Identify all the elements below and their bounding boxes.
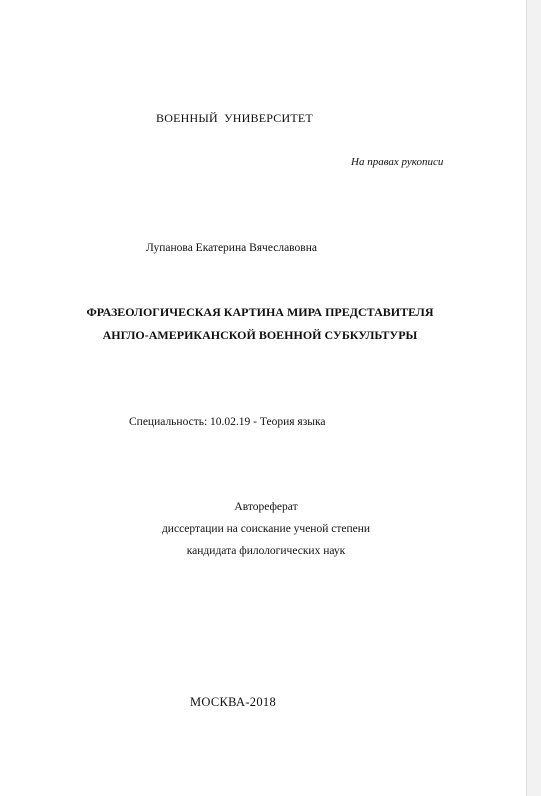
city-year: МОСКВА-2018	[190, 695, 277, 709]
abstract-label: Автореферат	[234, 501, 298, 513]
scrollbar[interactable]	[526, 0, 541, 796]
degree-line: кандидата филологических наук	[186, 545, 346, 557]
thesis-title-line-2: АНГЛО-АМЕРИКАНСКОЙ ВОЕННОЙ СУБКУЛЬТУРЫ	[102, 328, 418, 342]
author-name: Лупанова Екатерина Вячеславовна	[146, 242, 317, 254]
abstract-purpose-line: диссертации на соискание ученой степени	[161, 523, 371, 535]
thesis-title-line-1: ФРАЗЕОЛОГИЧЕСКАЯ КАРТИНА МИРА ПРЕДСТАВИТЕЛЯ	[86, 305, 434, 319]
specialty-line: Специальность: 10.02.19 - Теория языка	[129, 416, 326, 428]
manuscript-rights-note: На правах рукописи	[351, 156, 444, 168]
university-name: ВОЕННЫЙ УНИВЕРСИТЕТ	[156, 111, 313, 125]
